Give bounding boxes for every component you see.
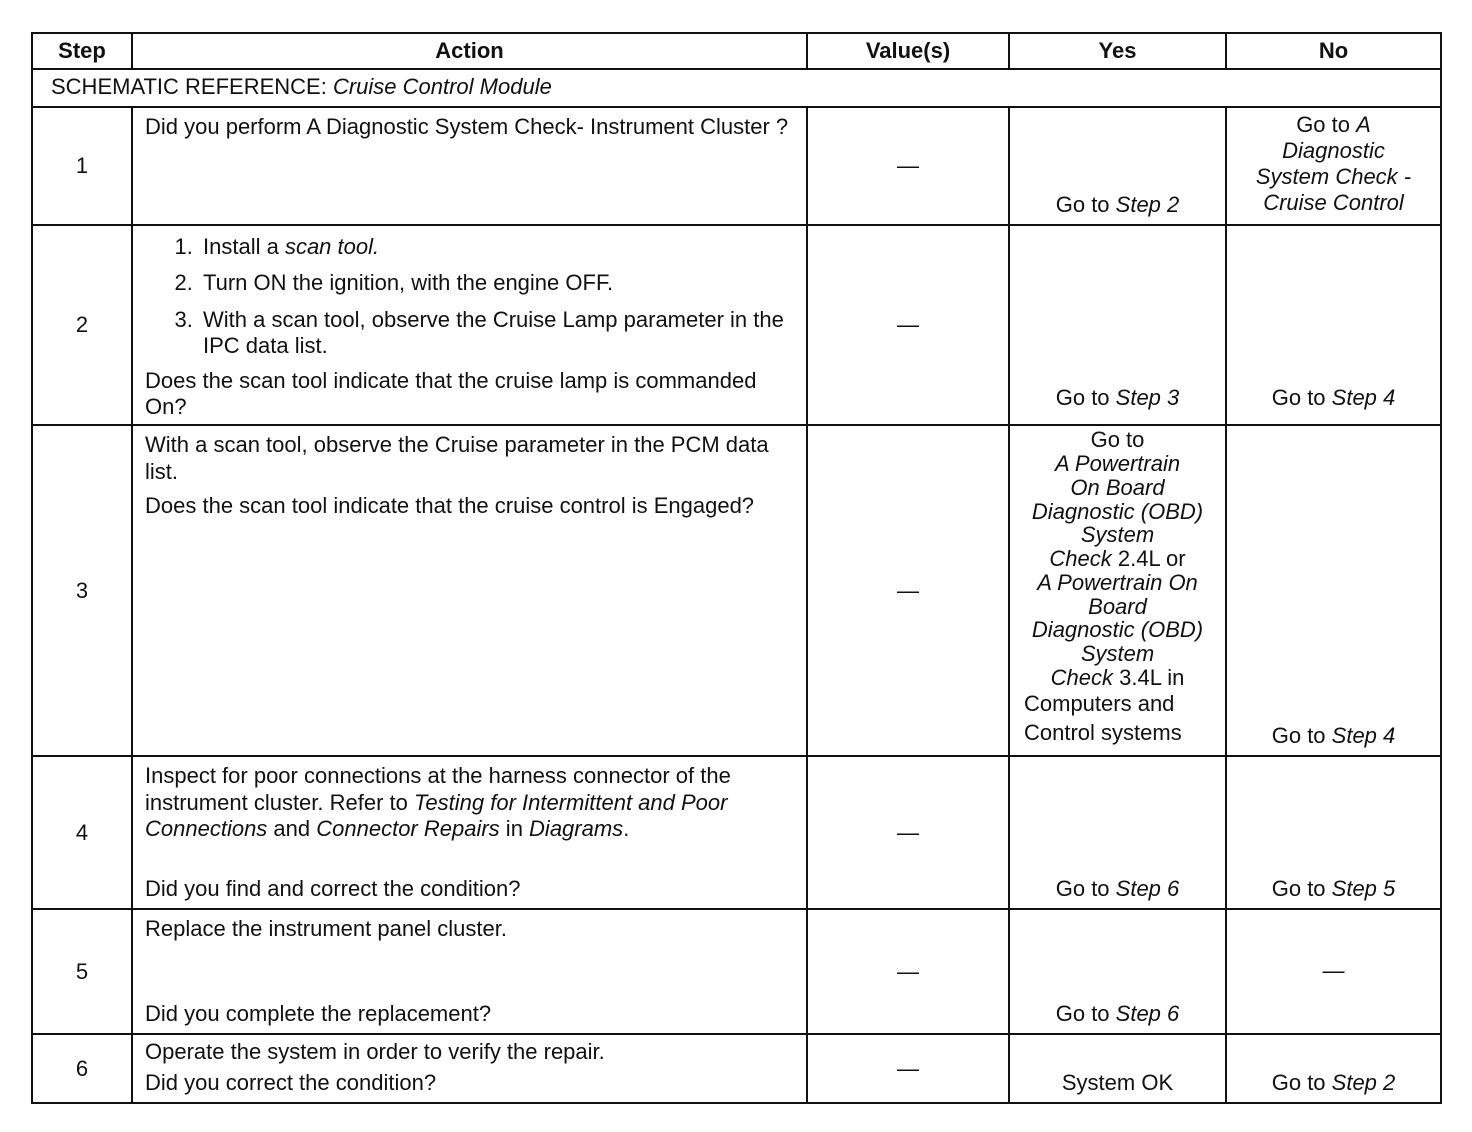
- schematic-label: SCHEMATIC REFERENCE:: [51, 74, 333, 99]
- action-question: Does the scan tool indicate that the cruise lamp is commanded On?: [145, 367, 757, 419]
- schematic-module: Cruise Control Module: [332, 74, 552, 99]
- action-cell: [132, 909, 807, 1034]
- yes-cell: [1009, 909, 1226, 1034]
- action-text: Inspect for poor connections at the harness connector of the instrument cluster. Refer to Testing for Intermittent and Poor Connections and Connector Repairs in Diagrams.: [145, 763, 731, 842]
- yes-cell: [1009, 425, 1226, 756]
- no-result: Go to Step 5: [1271, 875, 1396, 901]
- header-row: [32, 33, 1441, 69]
- action-text: Did you perform A Diagnostic System Check- Instrument Cluster ?: [145, 114, 789, 139]
- yes-cell: [1009, 1034, 1226, 1103]
- yes-result: Go to Step 2: [1055, 191, 1180, 217]
- value-cell: —: [807, 756, 1009, 909]
- header-no: No: [1226, 33, 1441, 69]
- action-question: Did you complete the replacement?: [145, 1000, 492, 1026]
- no-result: Go to A Diagnostic System Check - Cruise Control: [1255, 112, 1412, 215]
- action-question: Did you correct the condition?: [145, 1069, 437, 1095]
- step-number: 5: [32, 909, 132, 1034]
- list-item: 2. Turn ON the ignition, with the engine OFF.: [199, 270, 798, 296]
- value-cell: —: [807, 225, 1009, 425]
- yes-cell: [1009, 107, 1226, 225]
- yes-cell: [1009, 225, 1226, 425]
- table-row: [32, 425, 1441, 756]
- table-row: [32, 1034, 1441, 1103]
- action-text: Operate the system in order to verify the repair.: [145, 1039, 605, 1065]
- action-cell: [132, 756, 807, 909]
- value-cell: —: [807, 1034, 1009, 1103]
- value-cell: —: [807, 425, 1009, 756]
- value-cell: —: [807, 909, 1009, 1034]
- header-values: Value(s): [807, 33, 1009, 69]
- action-cell: [132, 425, 807, 756]
- action-text: With a scan tool, observe the Cruise parameter in the PCM data list.: [145, 432, 769, 484]
- no-cell: [1226, 1034, 1441, 1103]
- action-cell: [132, 1034, 807, 1103]
- no-result: Go to Step 2: [1271, 1069, 1396, 1095]
- yes-cell: [1009, 756, 1226, 909]
- step-number: 6: [32, 1034, 132, 1103]
- no-result: Go to Step 4: [1271, 384, 1396, 410]
- diagnostic-table: [31, 32, 1442, 1104]
- no-cell: [1226, 756, 1441, 909]
- action-question: Did you find and correct the condition?: [145, 875, 521, 901]
- table-row: [32, 107, 1441, 225]
- header-action: Action: [132, 33, 807, 69]
- action-question: Does the scan tool indicate that the cruise control is Engaged?: [145, 493, 755, 519]
- schematic-reference: [32, 69, 1441, 107]
- header-yes: Yes: [1009, 33, 1226, 69]
- header-step: Step: [32, 33, 132, 69]
- step-number: 1: [32, 107, 132, 225]
- step-number: 4: [32, 756, 132, 909]
- value-cell: —: [807, 107, 1009, 225]
- no-result: Go to Step 4: [1271, 722, 1396, 748]
- step-number: 3: [32, 425, 132, 756]
- action-cell: [132, 225, 807, 425]
- no-result: —: [1322, 957, 1345, 983]
- yes-result: Go to Step 3: [1055, 384, 1180, 410]
- step-number: 2: [32, 225, 132, 425]
- table-row: [32, 756, 1441, 909]
- schematic-row: [32, 69, 1441, 107]
- yes-result: Go to Step 6: [1055, 1000, 1180, 1026]
- list-item: 3. With a scan tool, observe the Cruise Lamp parameter in the IPC data list.: [199, 307, 798, 360]
- action-text: Replace the instrument panel cluster.: [145, 916, 507, 942]
- no-cell: [1226, 909, 1441, 1034]
- table-row: [32, 225, 1441, 425]
- yes-result: System OK: [1061, 1069, 1174, 1095]
- action-steps-list: [145, 234, 798, 360]
- no-cell: [1226, 107, 1441, 225]
- yes-result: Go to Step 6: [1055, 875, 1180, 901]
- yes-result: Go to A Powertrain On Board Diagnostic (OBD) System Check 2.4L or A Powertrain On Board Diagnostic (OBD) System Check 3.4L in Computers and Control systems: [1024, 427, 1204, 745]
- no-cell: [1226, 425, 1441, 756]
- no-cell: [1226, 225, 1441, 425]
- list-item: 1. Install a scan tool.: [199, 234, 798, 260]
- action-cell: [132, 107, 807, 225]
- table-row: [32, 909, 1441, 1034]
